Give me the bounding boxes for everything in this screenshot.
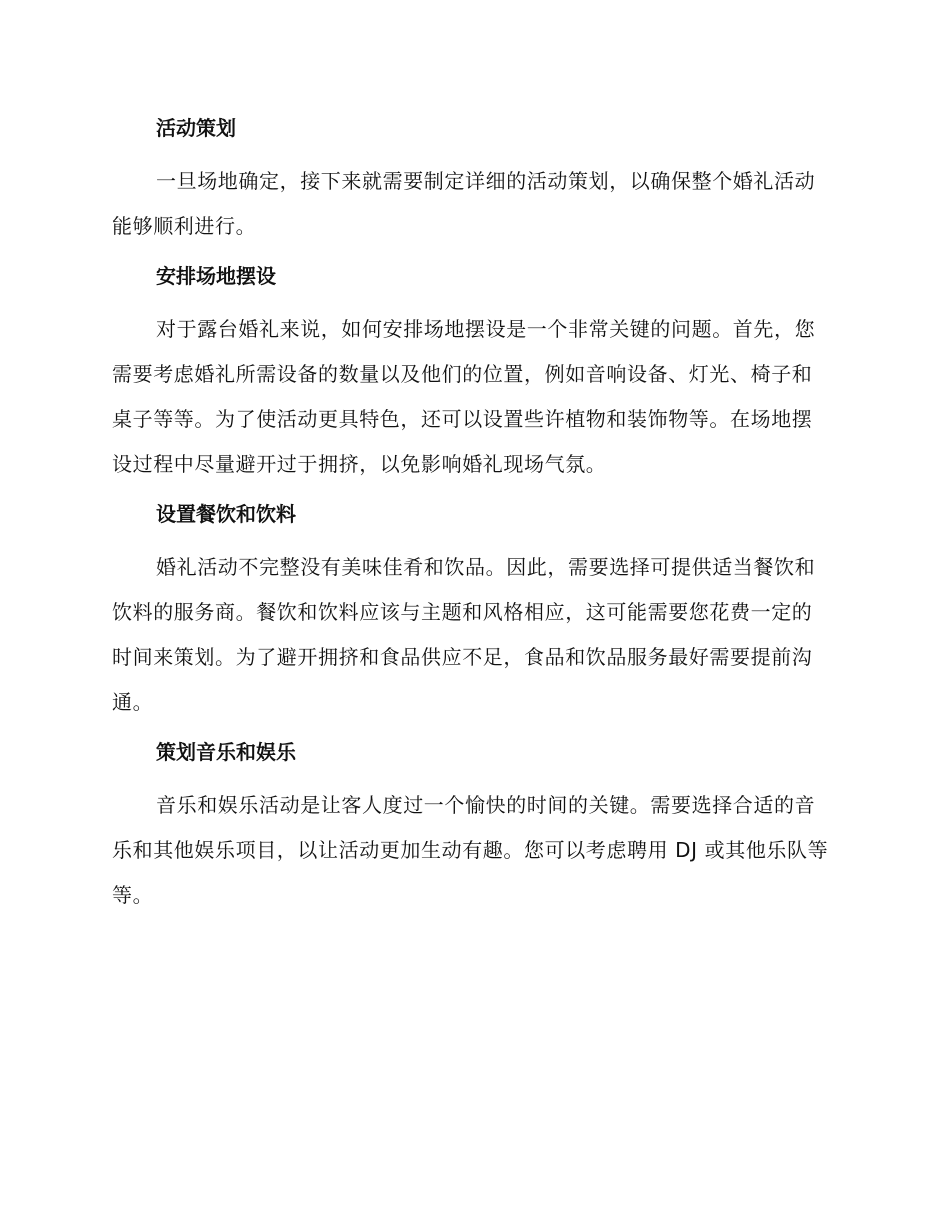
paragraph-activity-planning: 一旦场地确定，接下来就需要制定详细的活动策划，以确保整个婚礼活动能够顺利进行。 [112, 169, 816, 238]
section-title-catering: 设置餐饮和饮料 [156, 502, 296, 526]
paragraph-venue-layout: 对于露台婚礼来说，如何安排场地摆设是一个非常关键的问题。首先，您需要考虑婚礼所需设备的数量以及他们的位置，例如音响设备、灯光、椅子和桌子等等。为了使活动更具特色，还可以设置些许植物和装饰物等。在场地摆设过程中尽量避开过于拥挤，以免影响婚礼现场气氛。 [112, 317, 816, 476]
paragraph-music-entertainment: 音乐和娱乐活动是让客人度过一个愉快的时间的关键。需要选择合适的音乐和其他娱乐项目，以让活动更加生动有趣。您可以考虑聘用 DJ 或其他乐队等等。 [112, 793, 829, 907]
section-title-music-entertainment: 策划音乐和娱乐 [156, 740, 296, 764]
paragraph-catering: 婚礼活动不完整没有美味佳肴和饮品。因此，需要选择可提供适当餐饮和饮料的服务商。餐饮和饮料应该与主题和风格相应，这可能需要您花费一定的时间来策划。为了避开拥挤和食品供应不足，食品和饮品服务最好需要提前沟通。 [112, 555, 816, 714]
section-title-activity-planning: 活动策划 [156, 116, 236, 140]
document-page [112, 110, 832, 918]
section-title-venue-layout: 安排场地摆设 [156, 264, 276, 288]
